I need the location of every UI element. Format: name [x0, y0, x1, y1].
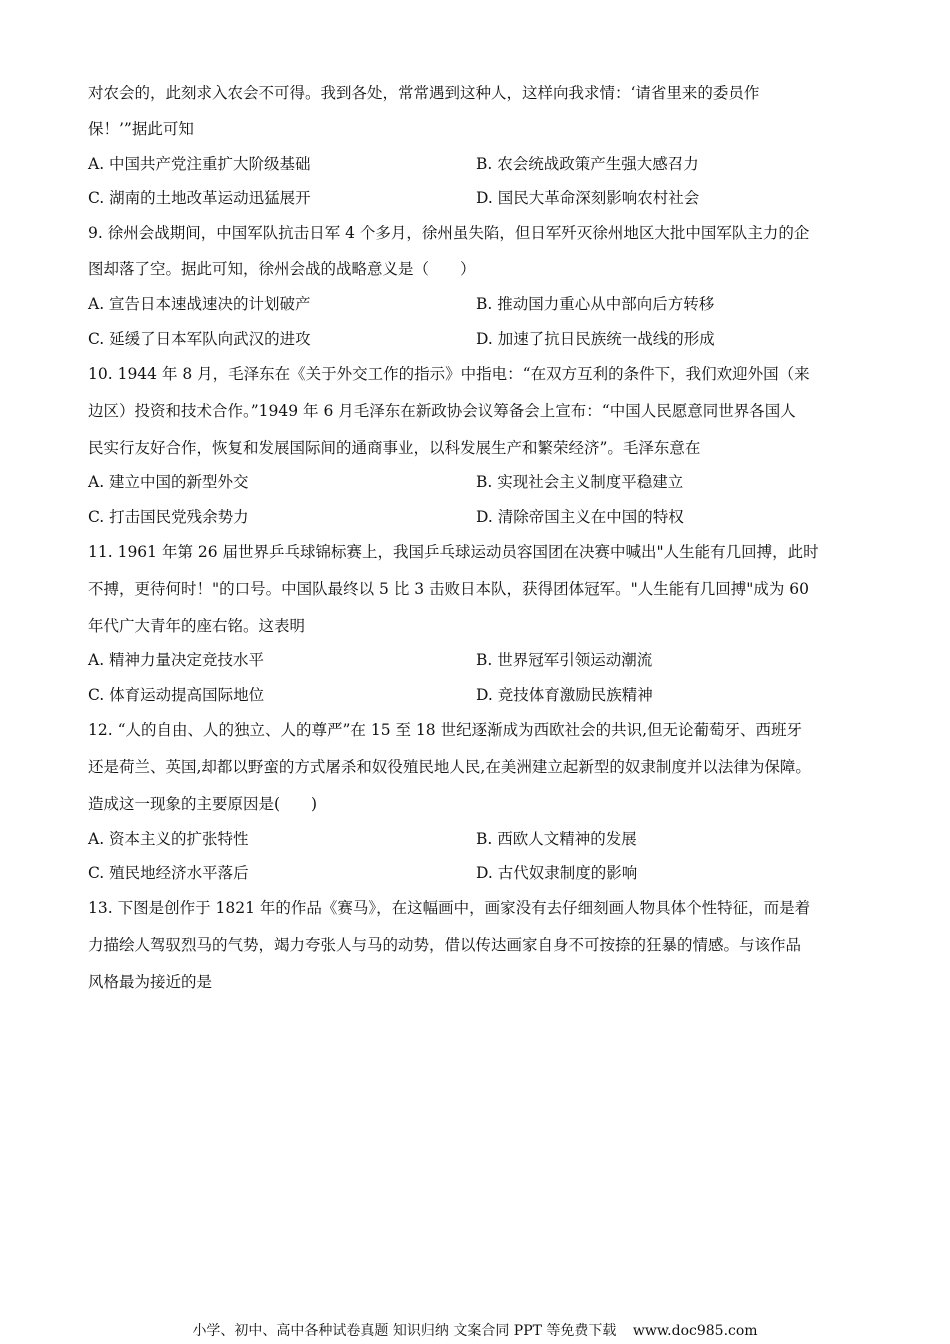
q12-option-d: D. 古代奴隶制度的影响 [476, 864, 638, 882]
q8-option-b: B. 农会统战政策产生强大感召力 [476, 155, 699, 173]
q13-text-line-2: 力描绘人驾驭烈马的气势，竭力夸张人与马的动势，借以传达画家自身不可按捺的狂暴的情感。与该作品 [88, 936, 802, 954]
q11-option-c: C. 体育运动提高国际地位 [88, 686, 265, 704]
q9-text-line-2: 图却落了空。据此可知，徐州会战的战略意义是（ ） [88, 260, 476, 278]
q12-text-line-3: 造成这一现象的主要原因是( ) [88, 795, 318, 813]
q10-option-c: C. 打击国民党残余势力 [88, 508, 249, 526]
q12-text-line-2: 还是荷兰、英国,却都以野蛮的方式屠杀和奴役殖民地人民,在美洲建立起新型的奴隶制度并以法律为保障。 [88, 758, 811, 776]
q11-text-line-1: 11. 1961 年第 26 届世界乒乓球锦标赛上，我国乒乓球运动员容国团在决赛中喊出"人生能有几回搏，此时 [88, 543, 819, 561]
q12-text-line-1: 12. “人的自由、人的独立、人的尊严”在 15 至 18 世纪逐渐成为西欧社会的共识,但无论葡萄牙、西班牙 [88, 721, 803, 739]
q10-option-a: A. 建立中国的新型外交 [88, 473, 249, 491]
q9-text-line-1: 9. 徐州会战期间，中国军队抗击日军 4 个多月，徐州虽失陷，但日军歼灭徐州地区大批中国军队主力的企 [88, 224, 810, 242]
footer-site-link[interactable]: www.doc985.com [632, 1323, 758, 1339]
q10-text-line-3: 民实行友好合作，恢复和发展国际间的通商事业，以科发展生产和繁荣经济”。毛泽东意在 [88, 439, 701, 457]
q8-option-d: D. 国民大革命深刻影响农村社会 [476, 189, 700, 207]
q9-option-a: A. 宣告日本速战速决的计划破产 [88, 295, 311, 313]
q11-text-line-3: 年代广大青年的座右铭。这表明 [88, 617, 306, 635]
q12-option-a: A. 资本主义的扩张特性 [88, 830, 249, 848]
q8-option-c: C. 湖南的土地改革运动迅猛展开 [88, 189, 311, 207]
q11-text-line-2: 不搏，更待何时！"的口号。中国队最终以 5 比 3 击败日本队，获得团体冠军。"人生能有几回搏"成为 60 [88, 580, 809, 598]
q9-option-c: C. 延缓了日本军队向武汉的进攻 [88, 330, 311, 348]
q11-option-b: B. 世界冠军引领运动潮流 [476, 651, 653, 669]
q12-option-b: B. 西欧人文精神的发展 [476, 830, 637, 848]
q8-text-line-1: 对农会的，此刻求入农会不可得。我到各处，常常遇到这种人，这样向我求情：‘请省里来的委员作 [88, 84, 760, 102]
q10-text-line-2: 边区）投资和技术合作。”1949 年 6 月毛泽东在新政协会议筹备会上宣布：“中国人民愿意同世界各国人 [88, 402, 796, 420]
footer-text: 小学、初中、高中各种试卷真题 知识归纳 文案合同 PPT 等免费下载 [192, 1323, 617, 1339]
q12-option-c: C. 殖民地经济水平落后 [88, 864, 249, 882]
q11-option-d: D. 竞技体育激励民族精神 [476, 686, 653, 704]
q10-option-d: D. 清除帝国主义在中国的特权 [476, 508, 684, 526]
q13-text-line-3: 风格最为接近的是 [88, 973, 213, 991]
q8-option-a: A. 中国共产党注重扩大阶级基础 [88, 155, 311, 173]
q10-text-line-1: 10. 1944 年 8 月，毛泽东在《关于外交工作的指示》中指电：“在双方互利的条件下，我们欢迎外国（来 [88, 365, 810, 383]
q13-text-line-1: 13. 下图是创作于 1821 年的作品《赛马》，在这幅画中，画家没有去仔细刻画人物具体个性特征，而是着 [88, 899, 811, 917]
q11-option-a: A. 精神力量决定竞技水平 [88, 651, 265, 669]
q8-text-line-2: 保！’”据此可知 [88, 120, 194, 138]
q9-option-b: B. 推动国力重心从中部向后方转移 [476, 295, 715, 313]
q9-option-d: D. 加速了抗日民族统一战线的形成 [476, 330, 715, 348]
page-footer [0, 1322, 950, 1340]
q10-option-b: B. 实现社会主义制度平稳建立 [476, 473, 684, 491]
